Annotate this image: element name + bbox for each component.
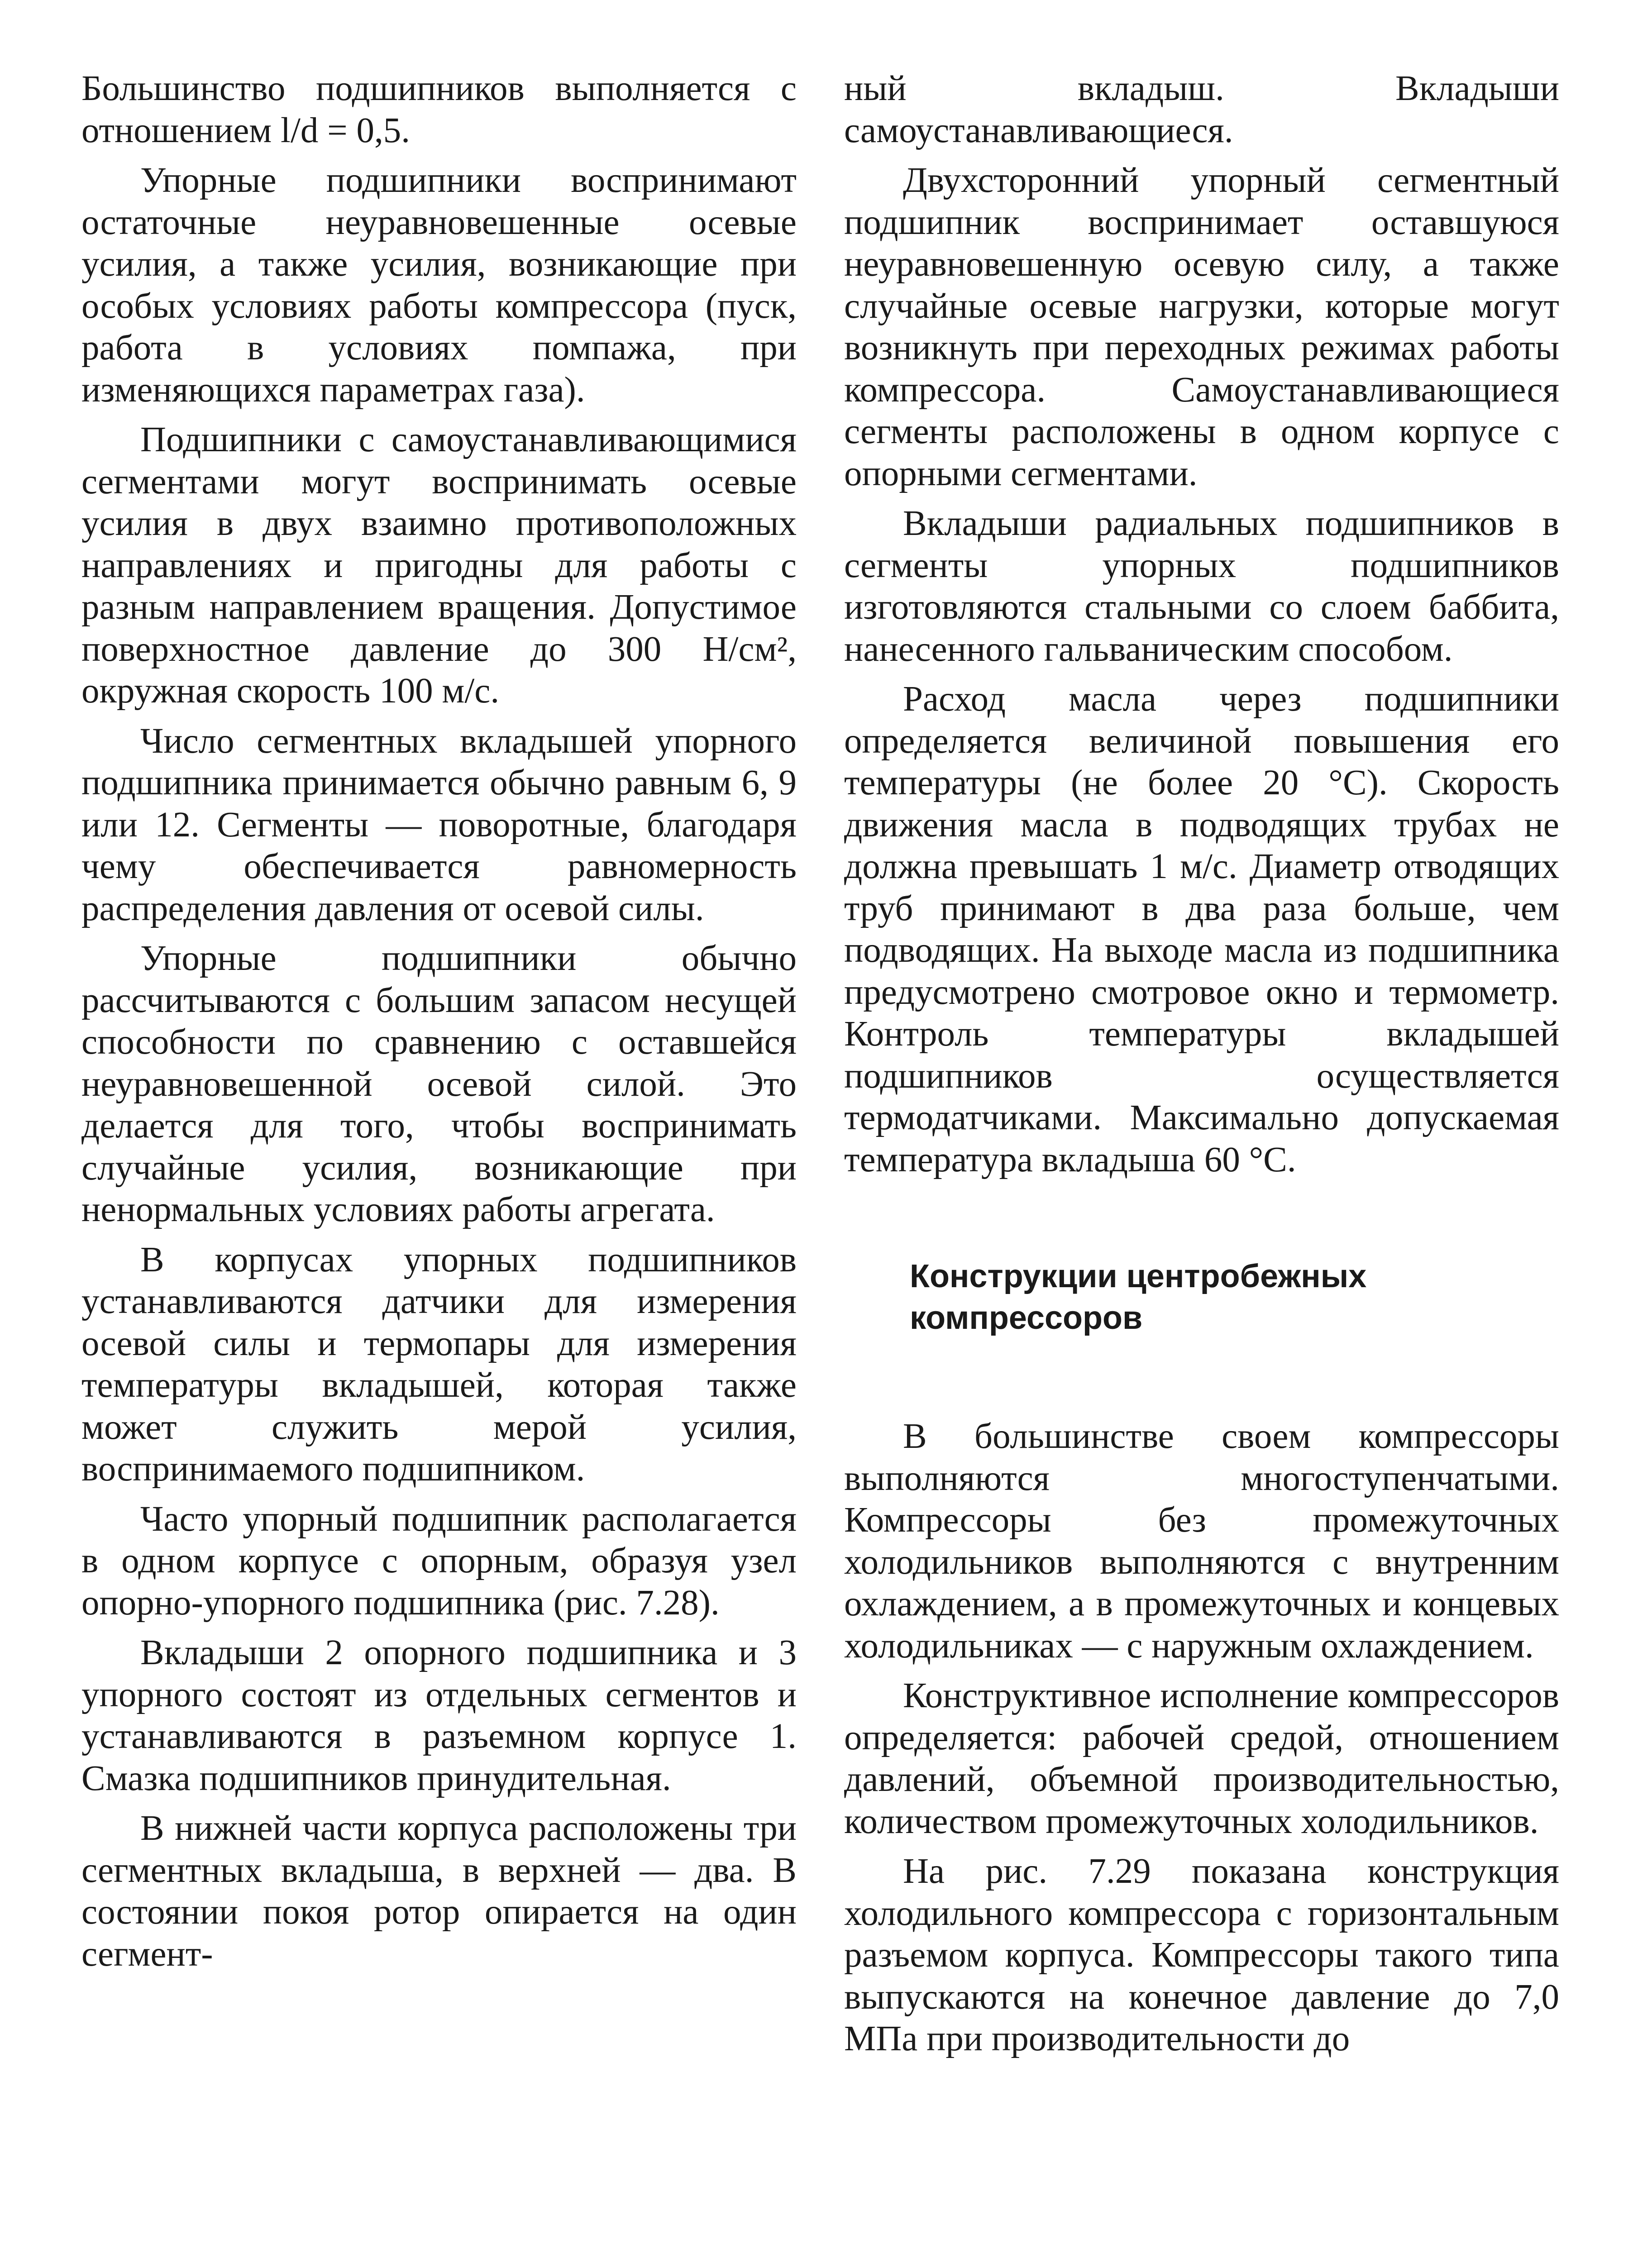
paragraph: Вкладыши радиальных подшипников в сегменты упорных подшипников изготовляются стальными со слоем баббита, нанесенного гальваническим способом. (844, 504, 1559, 669)
left-column (81, 68, 797, 1983)
paragraph: Подшипники с самоустанавливающимися сегментами могут воспринимать осевые усилия в двух взаимно противоположных направлениях и пригодны для работы с разным направлением вращения. Допустимое поверхностное давление до 300 Н/см², окружная скорость 100 м/с. (81, 420, 797, 711)
right-column (844, 68, 1559, 2068)
paragraph: Упорные подшипники воспринимают остаточные неуравновешенные осевые усилия, а также усилия, возникающие при особых условиях работы компрессора (пуск, работа в условиях помпажа, при изменяющихся параметрах газа). (81, 161, 797, 410)
paragraph: В нижней части корпуса расположены три сегментных вкладыша, в верхней — два. В состоянии покоя ротор опирается на один сегмент- (81, 1809, 797, 1974)
paragraph: Расход масла через подшипники определяется величиной повышения его температуры (не более 20 °С). Скорость движения масла в подводящих трубах не должна превышать 1 м/с. Диаметр отводящих труб принимают в два раза больше, чем подводящих. На выходе масла из подшипника предусмотрено смотровое окно и термометр. Контроль температуры вкладышей подшипников осуществляется термодатчиками. Максимально допускаемая температура вкладыша 60 °С. (844, 679, 1559, 1179)
paragraph: Часто упорный подшипник располагается в одном корпусе с опорным, образуя узел опорно-упорного подшипника (рис. 7.28). (81, 1499, 797, 1623)
paragraph: На рис. 7.29 показана конструкция холодильного компрессора с горизонтальным разъемом корпуса. Компрессоры такого типа выпускаются на конечное давление до 7,0 МПа при производительности до (844, 1852, 1559, 2058)
paragraph: Вкладыши 2 опорного подшипника и 3 упорного состоят из отдельных сегментов и устанавливаются в разъемном корпусе 1. Смазка подшипников принудительная. (81, 1633, 797, 1798)
paragraph: В корпусах упорных подшипников устанавливаются датчики для измерения осевой силы и термопары для измерения температуры вкладышей, которая также может служить мерой усилия, воспринимаемого подшипником. (81, 1240, 797, 1489)
paragraph: ный вкладыш. Вкладыши самоустанавливающиеся. (844, 69, 1559, 150)
paragraph: Упорные подшипники обычно рассчитываются с большим запасом несущей способности по сравнению с оставшейся неуравновешенной осевой силой. Это делается для того, чтобы воспринимать случайные усилия, возникающие при ненормальных условиях работы агрегата. (81, 939, 797, 1229)
paragraph: Число сегментных вкладышей упорного подшипника принимается обычно равным 6, 9 или 12. Сегменты — поворотные, благодаря чему обеспечивается равномерность распределения давления от осевой силы. (81, 721, 797, 928)
paragraph: В большинстве своем компрессоры выполняются многоступенчатыми. Компрессоры без промежуточных холодильников выполняются с внутренним охлаждением, а в промежуточных и концевых холодильниках — с наружным охлаждением. (844, 1417, 1559, 1666)
paragraph: Конструктивное исполнение компрессоров определяется: рабочей средой, отношением давлений, объемной производительностью, количеством промежуточных холодильников. (844, 1676, 1559, 1841)
section-heading: Конструкции центробежных компрессоров (910, 1258, 1367, 1336)
paragraph: Двухсторонний упорный сегментный подшипник воспринимает оставшуюся неуравновешенную осевую силу, а также случайные осевые нагрузки, которые могут возникнуть при переходных режимах работы компрессора. Самоустанавливающиеся сегменты расположены в одном корпусе с опорными сегментами. (844, 161, 1559, 493)
paragraph: Большинство подшипников выполняется с отношением l/d = 0,5. (81, 69, 797, 150)
